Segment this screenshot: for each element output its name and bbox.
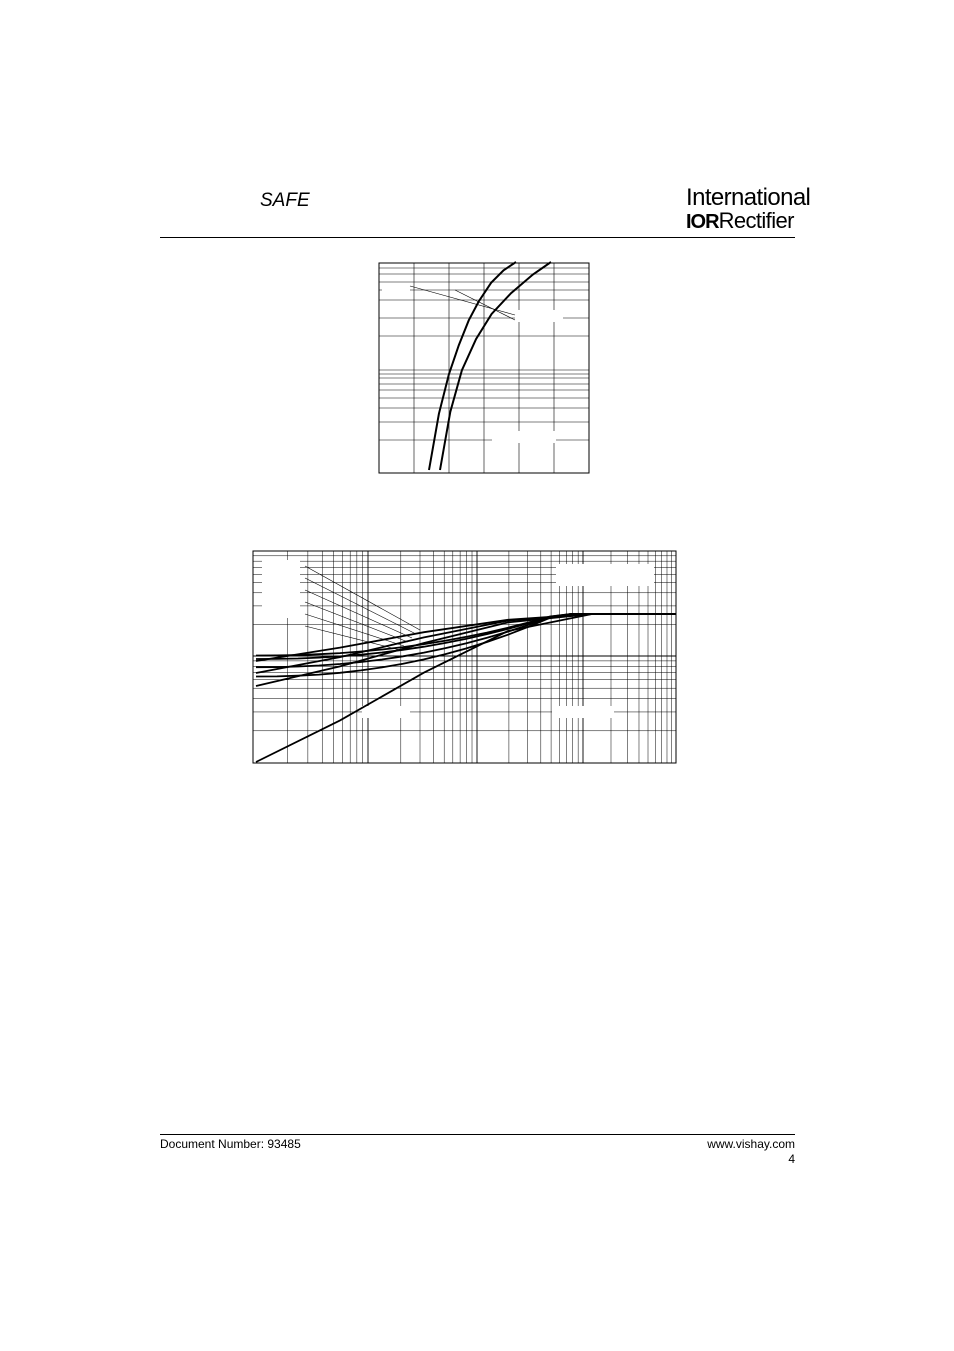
chart-1-leader-1 [410, 286, 515, 315]
document-number: Document Number: 93485 [160, 1137, 301, 1151]
logo-word: Rectifier [718, 208, 794, 233]
page-number: 4 [788, 1152, 795, 1166]
chart-2-flat-curve-2 [256, 614, 676, 667]
chart-1-legend-box-1 [382, 283, 410, 295]
chart-2-legend-box-4 [552, 706, 614, 718]
chart-2-legend-box-3 [362, 706, 410, 718]
logo-mark: IOR [686, 211, 719, 233]
header-title: SAFE [260, 190, 310, 211]
chart-2-legend-box-1 [262, 560, 300, 618]
chart-1-legend-box-2 [515, 310, 563, 322]
footer-rule [160, 1134, 795, 1135]
chart-1-leader-2 [455, 290, 515, 320]
chart-1-legend-box-3 [492, 431, 556, 443]
chart-2-legend-box-2 [556, 564, 654, 586]
website: www.vishay.com [707, 1137, 795, 1151]
chart-2-leader-2 [305, 590, 412, 638]
chart-2-flat-curve-3 [256, 614, 676, 677]
logo-line1: International [686, 184, 811, 211]
